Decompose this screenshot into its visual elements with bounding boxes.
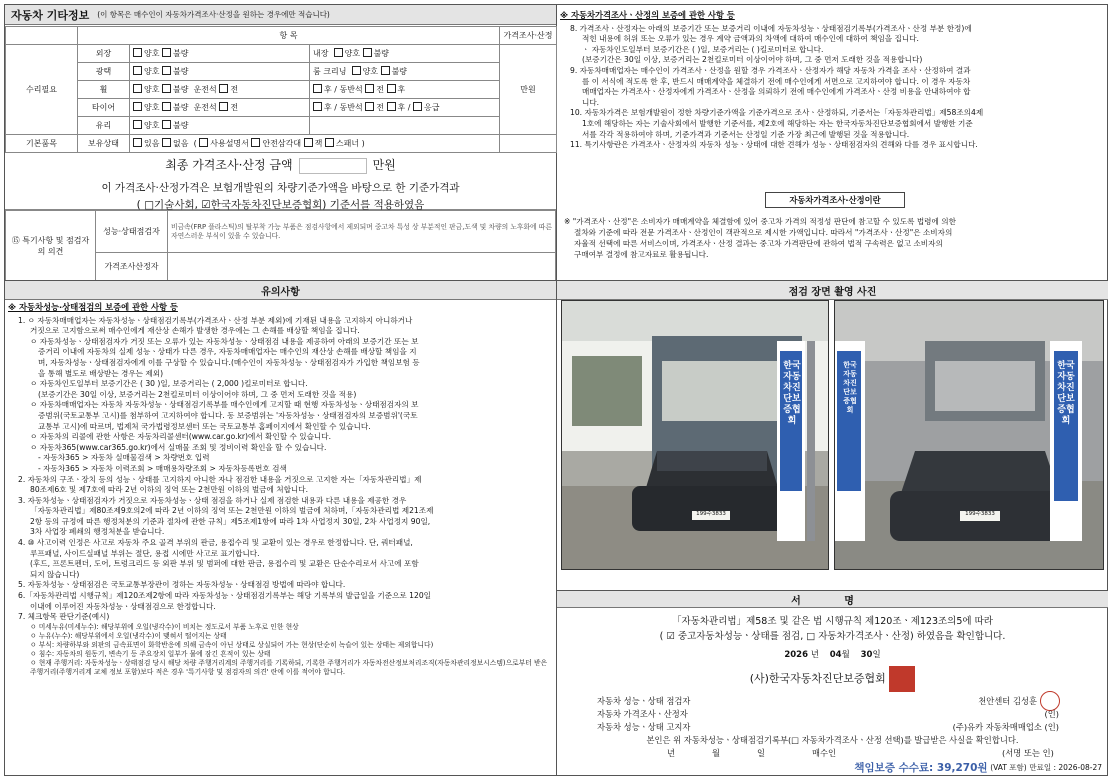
checkbox[interactable] xyxy=(363,48,372,57)
opinion-inspector-text: 비금속(FRP 플라스틱)의 탈부착 가능 부품은 점검사항에서 제외되며 중고차 특성 상 부분적인 판금,도색 및 차량의 노후화에 따른 자연스러운 부식이 있을 수 있습니다. xyxy=(168,211,556,253)
fee-amount: 책임보증 수수료: 39,270원 xyxy=(854,761,988,774)
checkbox[interactable] xyxy=(365,102,374,111)
fee-row: 책임보증 수수료: 39,270원 (VAT 포함) 만료일 : 2026-08-27 xyxy=(854,761,1102,774)
checkbox[interactable] xyxy=(162,84,171,93)
signature-section xyxy=(557,590,1108,776)
final-price-label: 최종 가격조사·산정 금액 xyxy=(165,158,293,172)
sign-org: (사)한국자동차진단보증협회 xyxy=(557,666,1108,692)
repair-label: 수리필요 xyxy=(6,45,78,135)
col-price: 가격조사·산정 xyxy=(500,27,557,45)
photo-2-banner-left: 한국자동차진단보증협회 xyxy=(843,361,857,414)
price-notice: ※ 자동차가격조사ㆍ산정의 보증에 관한 사항 등 8. 가격조사ㆍ산정자는 아래의 보증기간 또는 보증거리 이내에 자동차성능ㆍ상태점검기록부(가격조사ㆍ산정 부분 한정)에 적힌 내용에 허위 또는 오류가 있는 경우 계약 금액과의 차액에 대하여 매수인에 대하여 책임을 집니다. ㆍ 자동차인도일부터 보증기간은 ( )일, 보증거리는 ( )킬로미터로 합니다. (보증기간은 30일 이상, 보증거리는 2천킬로미터 이상이어야 하며, 그 중 먼저 도래한 것을 적용합니다) 9. 자동차매매업자는 매수인이 가격조사ㆍ산정을 원할 경우 가격조사ㆍ산정자가 해당 자동차 가격을 조사ㆍ산정하여 결과 를 이 서식에 적도록 한 후, 반드시 매매계약을 체결하기 전에 매수인에게 서면으로 고지하여야 합니다. 이 경우 자동차 매매업자는 가격조사ㆍ산정자에게 가격조사ㆍ산정을 의뢰하기 전에 매수인에게 가격조사ㆍ산정 비용을 안내하여야 합 니다. 10. 자동차가격은 보험개발원이 정한 차량기준가액을 기준가격으로 조사ㆍ산정하되, 기준서는「자동차관리법」제58조의4제 1호에 해당하는 자는 기술사회에서 발행한 기준서를, 제2호에 해당하는 자는 한국자동차진단보증협회에서 발행한 기준 서를 각각 적용하여야 하며, 기준가격과 기준서는 산정일 기준 가장 최근에 발행된 것을 적용합니다. 11. 특기사항란은 가격조사ㆍ산정자의 자동차 성능ㆍ상태에 대한 견해가 성능ㆍ상태점검자의 견해와 다를 경우 표시합니다. xyxy=(560,10,1106,151)
title-main: 자동차 기타정보 xyxy=(11,8,90,22)
org-seal xyxy=(889,666,915,692)
price-notice-heading: ※ 자동차가격조사ㆍ산정의 보증에 관한 사항 등 xyxy=(560,10,735,20)
sign-row-pricer: 자동차 가격조사ㆍ산정자 (인) xyxy=(597,708,1059,719)
opinion-label: ⑮ 특기사항 및 점검자의 의견 xyxy=(6,211,96,281)
item-gloss: 광택 xyxy=(78,63,130,81)
sign-row-inspector: 자동차 성능ㆍ상태 점검자 천안센터 김성훈 xyxy=(557,694,1108,707)
definition-title: 자동차가격조사·산정이란 xyxy=(765,192,905,208)
checkbox[interactable] xyxy=(162,120,171,129)
item-exterior: 외장 xyxy=(78,45,130,63)
checkbox[interactable] xyxy=(162,48,171,57)
final-basis: 이 가격조사·산정가격은 보험개발원의 차량기준가액을 바탕으로 한 기준가격과 xyxy=(101,181,460,194)
checkbox[interactable] xyxy=(162,102,171,111)
photo-1-image xyxy=(562,301,829,570)
sign-confirm: ( ☑ 중고자동차성능ㆍ상태를 점검, □ 자동차가격조사ㆍ산정) 하였음을 확인합니다. xyxy=(659,631,1006,642)
sign-row-notifier: 자동차 성능ㆍ상태 고지자 (주)유카 자동차매매업소 (인) xyxy=(597,721,1059,732)
checkbox[interactable] xyxy=(313,102,322,111)
inspection-photo-2 xyxy=(834,300,1104,570)
item-tire: 타이어 xyxy=(78,99,130,117)
checkbox[interactable] xyxy=(199,138,208,147)
checkbox[interactable] xyxy=(133,138,142,147)
photo-2-image xyxy=(835,301,1104,570)
title-sub: (이 항목은 매수인이 자동차가격조사·산정을 원하는 경우에만 적습니다) xyxy=(97,10,330,19)
opinion-inspector: 성능·상태점검자 xyxy=(96,211,168,253)
basic-label: 기본품목 xyxy=(6,135,78,153)
repair-table: 항 목 가격조사·산정 수리필요 외장 양호 불량 내장 양호 불량 만원 광택 양호 불량 룸 크리닝 양호 불량 휠 양호 불량 운전석 전 후 / 동반석 전 후 타이어 양호 불량 운전석 전 후 / 동반석 전 후 / 응급 유리 양호 불량 기본품목 보유상태 있음 없음 ( 사용설명서 안전삼각대 잭 스패너 ) xyxy=(5,26,557,153)
checkbox[interactable] xyxy=(413,102,422,111)
item-possession: 보유상태 xyxy=(78,135,130,153)
notice-header: 유의사항 xyxy=(5,280,556,300)
photo-2-banner-right: 한국자동차진단보증협회 xyxy=(1057,361,1075,426)
notice-heading: ※ 자동차성능·상태점검의 보증에 관한 사항 등 xyxy=(8,302,178,312)
checkbox[interactable] xyxy=(334,48,343,57)
inspection-photo-1 xyxy=(561,300,829,570)
checkbox[interactable] xyxy=(387,102,396,111)
photo-1-plate: 199주3833 xyxy=(696,511,726,517)
checkbox[interactable] xyxy=(133,120,142,129)
price-unit: 만원 xyxy=(500,45,557,135)
checkbox[interactable] xyxy=(251,138,260,147)
checkbox[interactable] xyxy=(387,84,396,93)
checkbox[interactable] xyxy=(219,102,228,111)
item-wheel: 휠 xyxy=(78,81,130,99)
final-options: ( □기술사회, ☑한국자동차진단보증협회) 기준서를 적용하였음 xyxy=(136,198,425,211)
sign-buyer-row: 년 월 일 매수인 (서명 또는 인) xyxy=(667,747,1054,758)
sign-date: 2026 년 04월 30일 xyxy=(784,650,881,660)
final-price-input[interactable] xyxy=(299,158,367,174)
checkbox[interactable] xyxy=(365,84,374,93)
checkbox[interactable] xyxy=(162,66,171,75)
item-interior: 내장 xyxy=(313,49,329,58)
notice-body: ※ 자동차성능·상태점검의 보증에 관한 사항 등 1. ㅇ 자동차매매업자는 자동차성능ㆍ상태점검기록부(가격조사ㆍ산정 부분 제외)에 기재된 내용을 고지하지 아니하거나 거짓으로 고지함으로써 매수인에게 재산상 손해가 발생한 경우에는 그 손해를 배상할 책임을 집니다. ㅇ 자동차성능ㆍ상태점검자가 거짓 또는 오류가 있는 자동차성능ㆍ상태점검 내용을 제공하여 아래의 보증기간 또는 보 증거리 이내에 자동차의 실제 성능ㆍ상태가 다른 경우, 자동차매매업자는 매수인의 재산상 손해를 배상할 책임을 지 며, 자동차성능ㆍ상태점검자에게 이를 구상할 수 있습니다.(매수인이 자동차성능ㆍ상태점검자가 가입한 책임보험 등 을 통해 별도로 배상받는 경우는 제외) ㅇ 자동차인도일부터 보증기간은 ( 30 )일, 보증거리는 ( 2,000 )킬로미터로 합니다. (보증기간은 30일 이상, 보증거리는 2천킬로미터 이상이어야 하며, 그 중 먼저 도래한 것을 적용) ㅇ 자동차매매업자는 자동차 자동차성능ㆍ상태점검기록부를 매수인에게 고지할 때 현행 자동차성능ㆍ상태점검자의 보 증범위(국토교통부 고시)를 첨부하여 고지하여야 합니다. 동 보증범위는 '자동차성능ㆍ상태점검자의 보증범위'(국토 교통부 고시)에 따르며, 법제처 국가법령정보센터 또는 국토교통부 홈페이지에서 확인할 수 있습니다. ㅇ 자동차의 리콜에 관한 사항은 자동차리콜센터(www.car.go.kr)에서 확인할 수 있습니다. ㅇ 자동차365(www.car365.go.kr)에서 실매물 조회 및 정비이력 확인을 할 수 있습니다. - 자동차365 > 자동차 실매물검색 > 차량번호 입력 - 자동차365 > 자동차 이력조회 > 매매용차량조회 > 자동차등록번호 검색 2. 자동차의 구조ㆍ장치 등의 성능ㆍ상태를 고지하지 아니한 자나 점검한 내용을 거짓으로 고지한 자는「자동차관리법」제 80조제6호 및 제7호에 따라 2년 이하의 징역 또는 2천만원 이하의 벌금에 처합니다. 3. 자동차성능ㆍ상태점검자가 거짓으로 자동차성능ㆍ상태 점검을 하거나 실제 점검한 내용과 다른 내용을 제공한 경우 「자동차관리법」제80조제9호의2에 따라 2년 이하의 징역 또는 2천만원 이하의 벌금에 처하며,「자동차관리법 제21조제 2항 등의 규정에 따른 행정처분의 기준과 절차에 관한 규칙」제5조제1항에 따라 1차 사업정지 30일, 2차 사업정지 90일, 3차 사업장 폐쇄의 행정처분을 받습니다. 4. ⑩ 사고이력 인정은 사고로 자동차 주요 골격 부위의 판금, 용접수리 및 교환이 있는 경우로 한정합니다. 단, 쿼터패널, 루프패널, 사이드실패널 부위는 절단, 용접 시에만 사고로 표기합니다. (후드, 프론트펜더, 도어, 트렁크리드 등 외판 부위 및 범퍼에 대한 판금, 용접수리 및 교환은 단순수리로서 사고에 포함 되지 않습니다) 5. 자동차성능ㆍ상태점검은 국토교통부장관이 정하는 자동차성능ㆍ상태점검 방법에 따라야 합니다. 6.「자동차관리법 시행규칙」제120조제2항에 따라 자동차성능ㆍ상태점검기록부는 해당 기록부의 발급일을 기준으로 120일 이내에 이루어진 자동차성능ㆍ상태점검으로 한정합니다. 7. 체크항목 판단기준(예시) ㅇ 미세누유(미세누수): 해당부위에 오일(냉각수)이 비치는 정도로서 부품 노후로 인한 현상 ㅇ 누유(누수): 해당부위에서 오일(냉각수)이 맺혀서 떨어지는 상태 ㅇ 부식: 차량하부와 외판의 금속표면이 화학반응에 의해 금속이 아닌 상태로 상실되어 가는 현상(단순히 녹슬어 있는 상태는 제외합니다) ㅇ 침수: 자동차의 원동기, 변속기 등 주요장치 일부가 물에 잠긴 흔적이 있는 상태 ㅇ 현재 주행거리: 자동차성능ㆍ상태점검 당시 해당 차량 주행거리계의 주행거리를 기록하되, 기록한 주행거리가 자동차전산정보처리조직(자동차관리정보시스템)으로부터 받은 주행거리(주행거리계 교체 정보 포함)보다 적은 경우 '특기사항 및 점검자의 의견' 란에 이를 적어야 합니다. xyxy=(8,302,553,772)
photo-1-banner-text: 한국자동차진단보증협회 xyxy=(783,361,801,426)
checkbox[interactable] xyxy=(313,84,322,93)
checkbox[interactable] xyxy=(133,84,142,93)
section-title xyxy=(5,5,556,25)
opinion-pricer: 가격조사산정자 xyxy=(96,253,168,281)
checkbox[interactable] xyxy=(381,66,390,75)
col-item: 항 목 xyxy=(78,27,500,45)
checkbox[interactable] xyxy=(325,138,334,147)
sign-law: 「자동차관리법」제58조 및 같은 법 시행규칙 제120조ㆍ제123조의5에 따라 xyxy=(672,616,993,627)
checkbox[interactable] xyxy=(133,66,142,75)
checkbox[interactable] xyxy=(133,48,142,57)
sign-receipt: 본인은 위 자동차성능ㆍ상태점검기록부(□ 자동차가격조사ㆍ산정 선택)를 발급받은 사실을 확인합니다. xyxy=(646,734,1019,745)
checkbox[interactable] xyxy=(304,138,313,147)
checkbox[interactable] xyxy=(133,102,142,111)
definition-text: ※ "가격조사ㆍ산정"은 소비자가 매매계약을 체결함에 있어 중고차 가격의 적정성 판단에 참고할 수 있도록 법령에 의한 절차와 기준에 따라 전문 가격조사ㆍ산정인이 객관적으로 제시한 가액입니다. 따라서 "가격조사ㆍ산정"은 소비자의 자율적 선택에 따른 서비스이며, 가격조사ㆍ산정 결과는 중고차 가격판단에 관하여 법적 구속력은 없고 소비자의 구매여부 결정에 참고자료로 활용됩니다. xyxy=(564,217,956,259)
photo-2-plate: 199주3833 xyxy=(965,511,995,517)
signature-header: 서 명 xyxy=(557,590,1108,608)
expiry-date: 만료일 : 2026-08-27 xyxy=(1029,762,1102,772)
final-price-box: 최종 가격조사·산정 금액 만원 이 가격조사·산정가격은 보험개발원의 차량기준가액을 바탕으로 한 기준가격과 ( □기술사회, ☑한국자동차진단보증협회) 기준서를 적용하였음 xyxy=(5,152,556,210)
opinion-table xyxy=(5,210,556,281)
item-cleaning: 룸 크리닝 xyxy=(313,67,347,76)
checkbox[interactable] xyxy=(162,138,171,147)
checkbox[interactable] xyxy=(352,66,361,75)
checkbox[interactable] xyxy=(219,84,228,93)
item-glass: 유리 xyxy=(78,117,130,135)
photo-header: 점검 장면 촬영 사진 xyxy=(557,280,1108,300)
